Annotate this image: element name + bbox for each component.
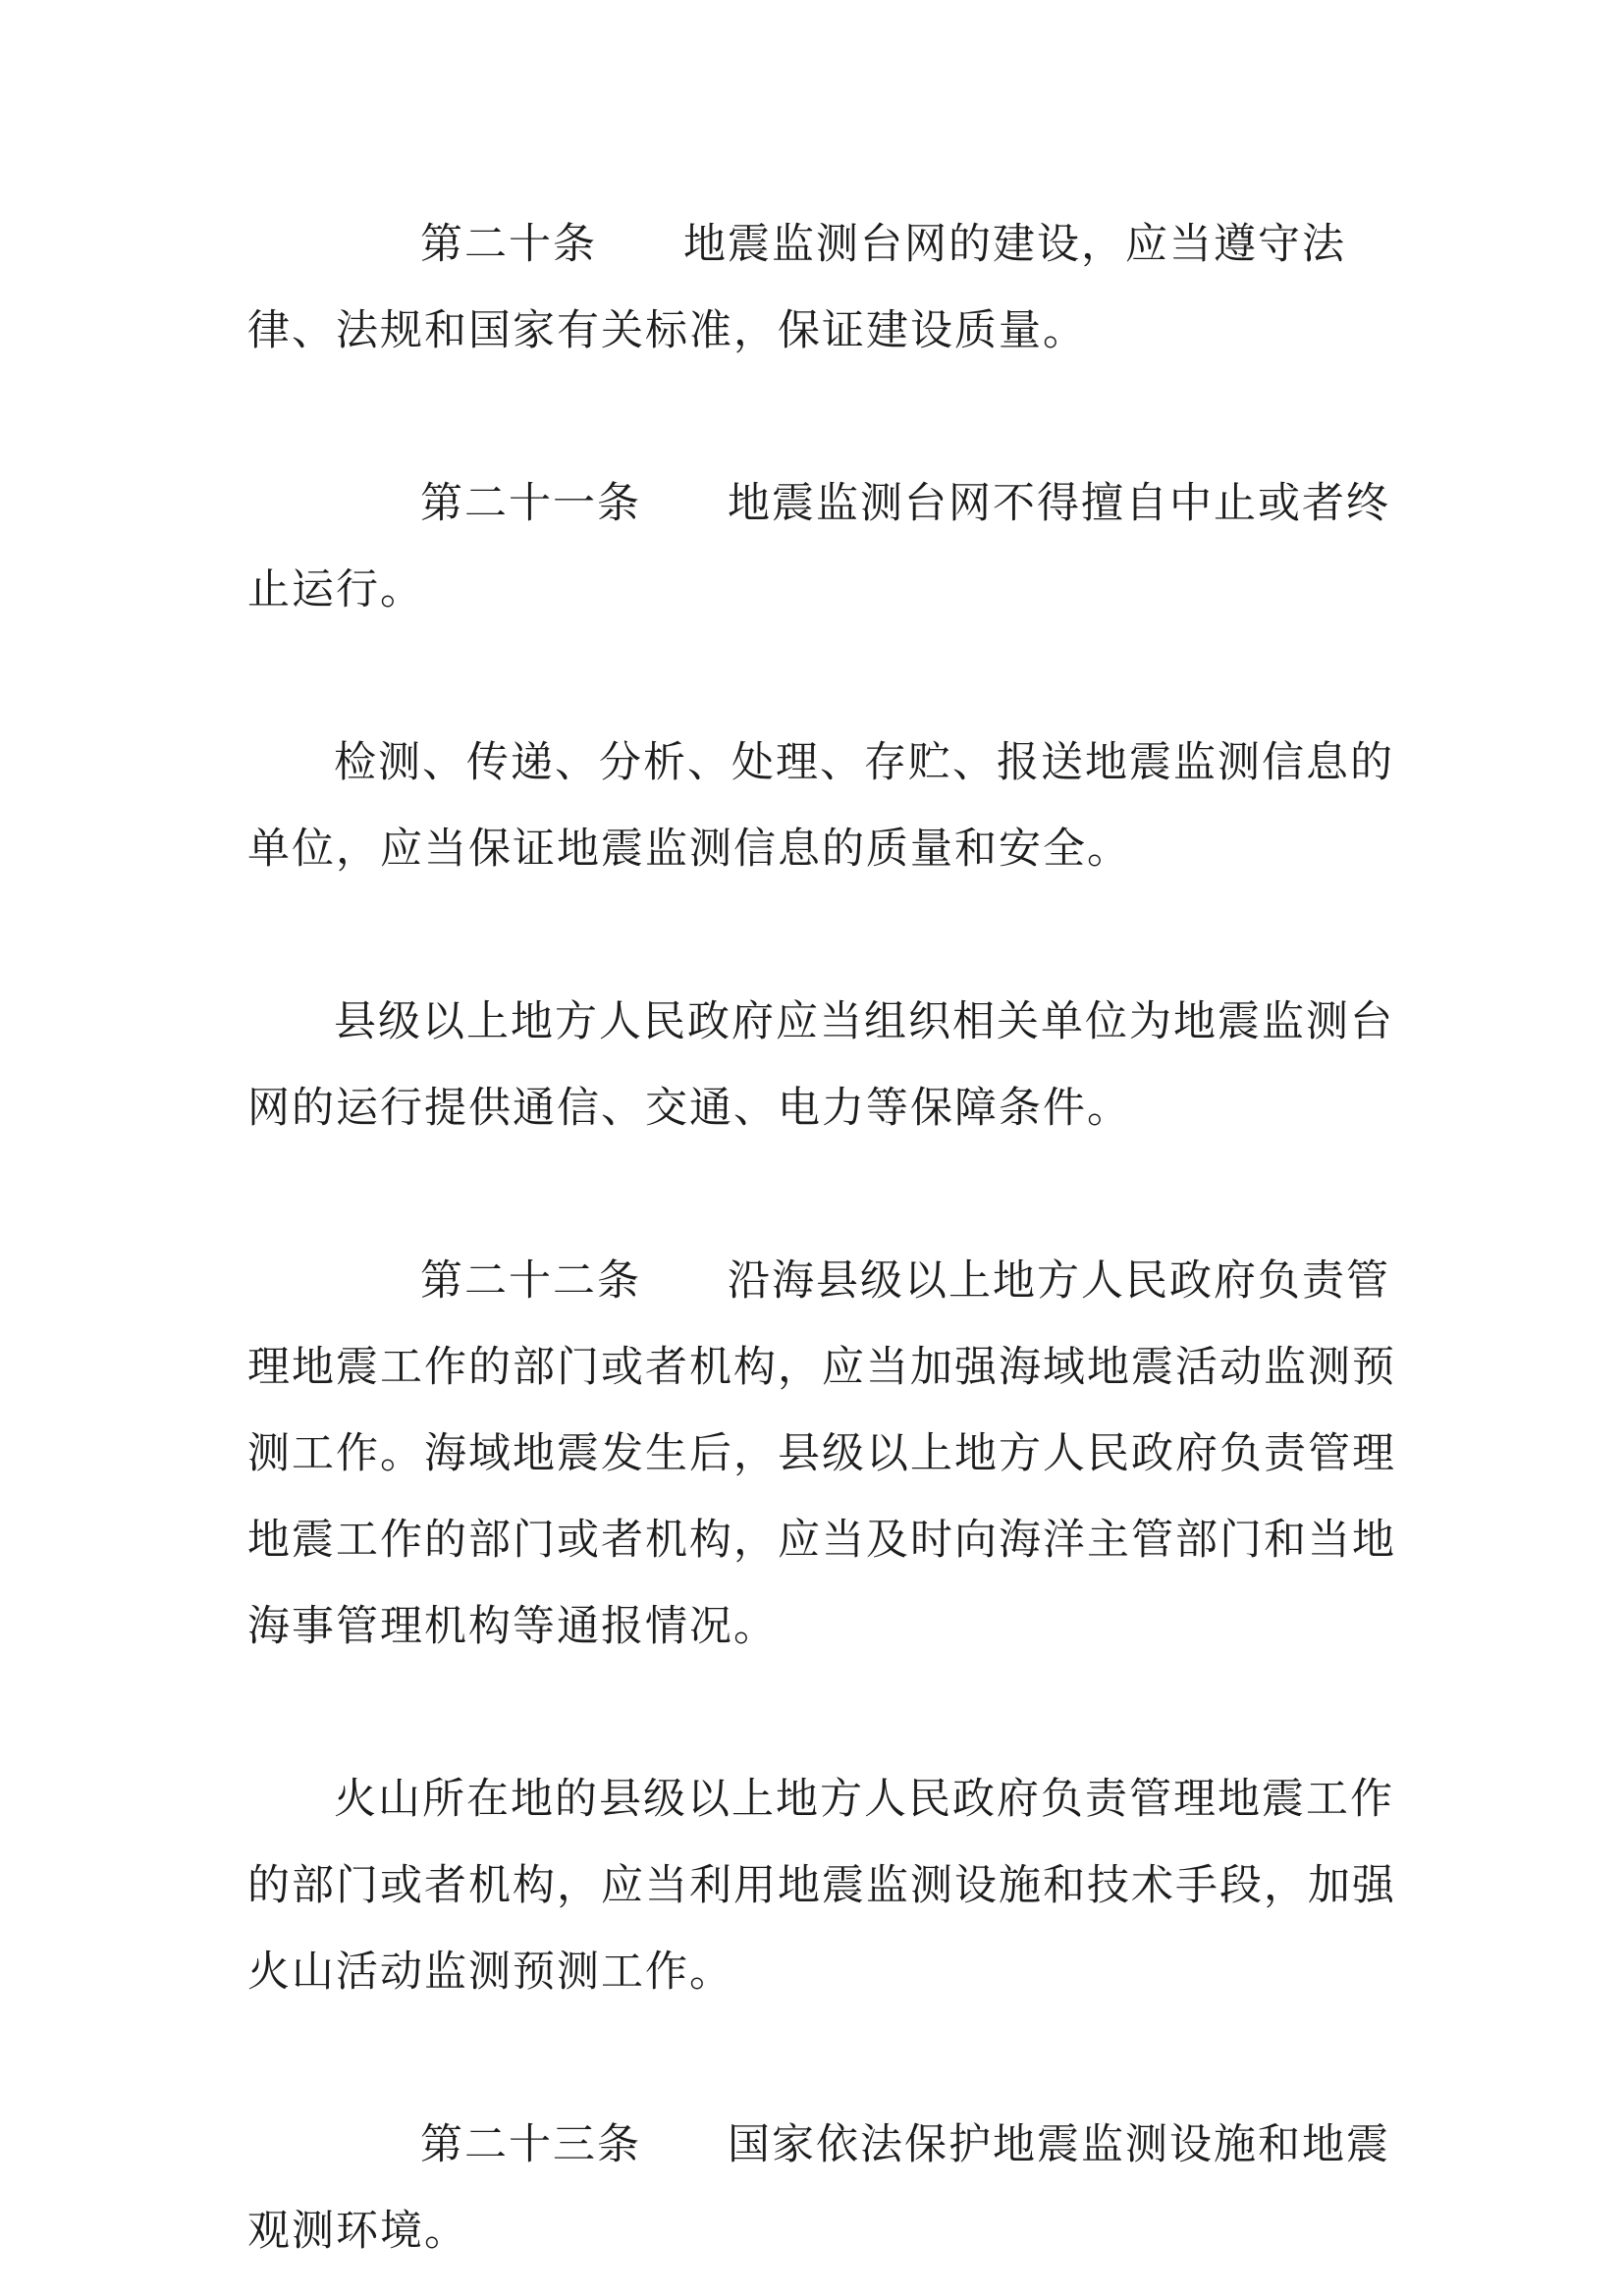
article-number: 第二十三条 — [420, 2120, 641, 2169]
article-22-clause-2 — [247, 1756, 1396, 2015]
document-body — [247, 201, 1396, 2274]
article-number: 第二十二条 — [420, 1256, 641, 1306]
paragraph-text: 地震监测台网不得擅自中止或者终止运行。 — [247, 479, 1390, 614]
article-number: 第二十一条 — [420, 479, 641, 528]
article-20-paragraph — [247, 201, 1396, 374]
paragraph-text: 火山所在地的县级以上地方人民政府负责管理地震工作的部门或者机构，应当利用地震监测设施和技术手段，加强火山活动监测预测工作。 — [247, 1775, 1396, 1997]
article-21-clause-2 — [247, 720, 1396, 892]
article-23-paragraph — [247, 2102, 1396, 2274]
paragraph-text: 地震监测台网的建设，应当遵守法律、法规和国家有关标准，保证建设质量。 — [247, 220, 1346, 355]
article-21-paragraph — [247, 460, 1396, 633]
paragraph-text: 沿海县级以上地方人民政府负责管理地震工作的部门或者机构，应当加强海域地震活动监测预测工作。海域地震发生后，县级以上地方人民政府负责管理地震工作的部门或者机构，应当及时向海洋主管部门和当地海事管理机构等通报情况。 — [247, 1256, 1396, 1651]
article-22-paragraph — [247, 1238, 1396, 1670]
paragraph-text: 县级以上地方人民政府应当组织相关单位为地震监测台网的运行提供通信、交通、电力等保障条件。 — [247, 997, 1394, 1133]
article-21-clause-3 — [247, 979, 1396, 1151]
article-number: 第二十条 — [420, 220, 597, 269]
paragraph-text: 国家依法保护地震监测设施和地震观测环境。 — [247, 2120, 1390, 2256]
paragraph-text: 检测、传递、分析、处理、存贮、报送地震监测信息的单位，应当保证地震监测信息的质量和安全。 — [247, 738, 1394, 874]
